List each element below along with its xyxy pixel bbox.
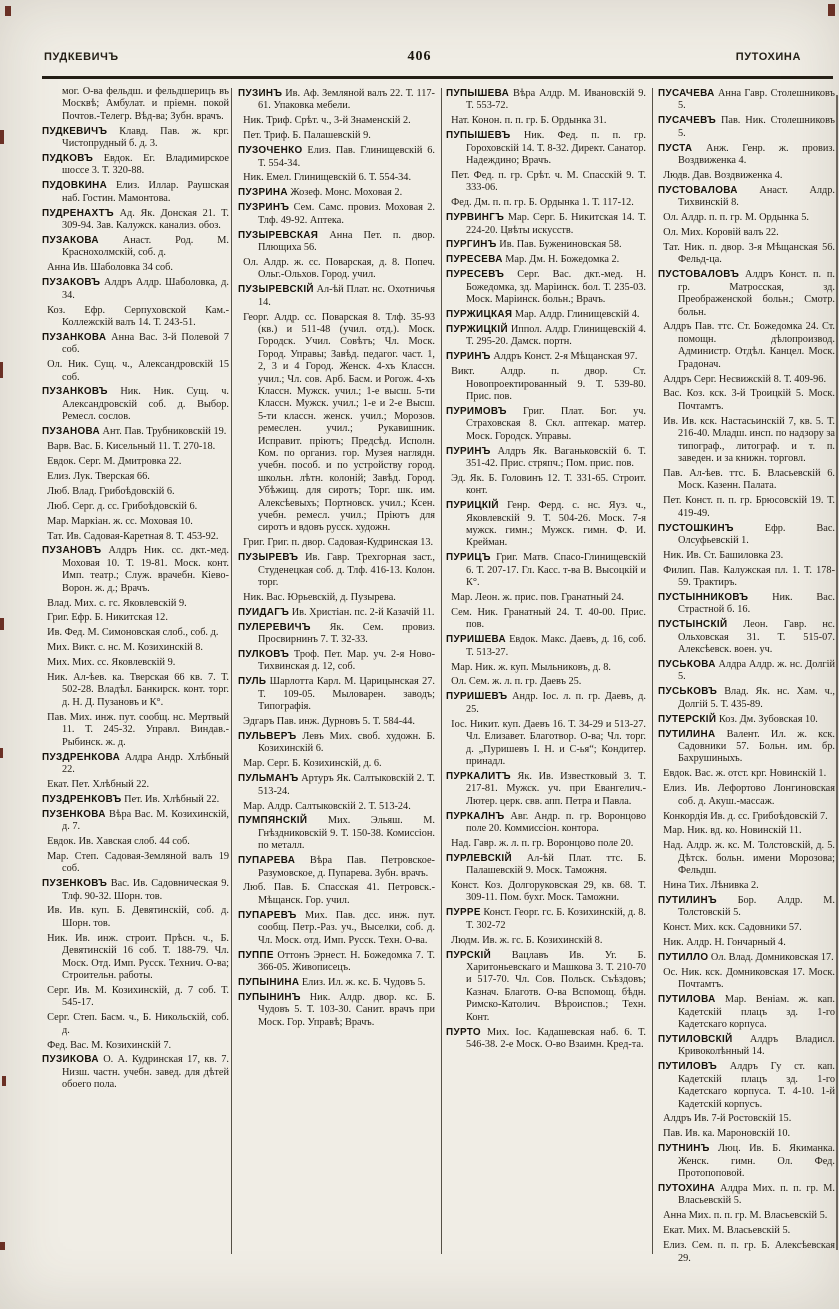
surname-headword: ПУПАРЕВА — [238, 855, 296, 867]
directory-entry: ПУТИЛИНЪ Бор. Алдр. М. Толстовскій 5. — [658, 894, 835, 919]
surname-headword: ПУЛКОВЪ — [238, 649, 290, 661]
directory-subentry: Влад. Мих. с. гс. Яковлевскій 9. — [42, 597, 187, 609]
surname-headword: ПУЗЫРЕВЪ — [238, 552, 299, 564]
surname-headword: ПУТОХИНА — [658, 1183, 716, 1194]
surname-headword: ПУЗАНОВА — [42, 426, 100, 438]
surname-headword: ПУЛЕРЕВИЧЪ — [238, 621, 311, 633]
scan-artifact — [0, 1242, 5, 1250]
directory-subentry: Коз. Ефр. Серпуховской Кам.-Коллежскій валъ 14. Т. 243-51. — [42, 304, 229, 328]
directory-subentry: Алдръ Пав. ттс. Ст. Божедомка 24. Ст. помощн. дѣлопроизвод. Администр. Отдѣл. Канцел. Моск. Градонач. — [658, 321, 835, 370]
surname-headword: ПУТИЛОВА — [658, 994, 716, 1006]
surname-headword: ПУЗАКОВЪ — [42, 277, 101, 289]
directory-entry: ПУЛЬ Шарлотта Карл. М. Царицынская 27. Т. 109-05. Мыловарен. заводъ; Типографія. — [238, 676, 435, 713]
directory-subentry: Нина Тих. Лѣнивка 2. — [658, 880, 759, 892]
directory-entry: ПУЗРИНЪ Сем. Самс. провиз. Моховая 2. Тлф. 49-92. Аптека. — [238, 202, 435, 226]
directory-entry: ПУРРЕ Конст. Георг. гс. Б. Козихинскій, д. 8. Т. 302-72 — [446, 907, 646, 931]
directory-entry: ПУЗАНКОВЪ Ник. Ник. Сущ. ч. Александровскій соб. д. Выбор. Ремесл. сослов. — [42, 386, 229, 423]
surname-headword: ПУТИЛОВСКІЙ — [658, 1034, 733, 1046]
directory-subentry: Елиз. Сем. п. п. гр. Б. Алексѣевская 29. — [658, 1240, 835, 1264]
surname-headword: ПУРИНЪ — [446, 351, 491, 363]
directory-subentry: Варв. Вас. Б. Кисельный 11. Т. 270-18. — [42, 441, 216, 453]
directory-subentry: Ол. Ник. Сущ. ч., Александровскій 15 соб. — [42, 359, 229, 383]
scan-artifact — [0, 748, 3, 758]
column-divider — [231, 88, 232, 1254]
directory-entry: ПУСТА Анж. Генр. ж. провиз. Воздвиженка 4. — [658, 142, 835, 167]
directory-entry: ПУТОХИНА Алдра Мих. п. п. гр. М. Власьевскій 5. — [658, 1183, 835, 1207]
surname-headword: ПУЛЬ — [238, 676, 267, 688]
directory-entry: ПУЗДРЕНКОВА Алдра Андр. Хлѣбный 22. — [42, 751, 229, 775]
directory-subentry: Алдръ Серг. Несвижскій 8. Т. 409-96. — [658, 373, 827, 385]
directory-subentry: Серг. Степ. Басм. ч., Б. Никольскій, соб. д. — [42, 1012, 229, 1036]
directory-subentry: Ник. Алдр. Н. Гончарный 4. — [658, 937, 786, 949]
directory-subentry: Ив. Фед. М. Симоновская слоб., соб. д. — [42, 627, 219, 639]
directory-entry: ПУИДАГЪ Ив. Христіан. пс. 2-й Казачій 11. — [238, 606, 435, 618]
surname-headword: ПУСТОВАЛОВЪ — [658, 269, 740, 281]
directory-subentry: Екат. Мих. М. Власьевскій 5. — [658, 1225, 791, 1237]
directory-entry: ПУРКАЛИТЪ Як. Ив. Известковый 3. Т. 217-81. Мужск. уч. при Евангелич.-Лютер. церк. свв. апп. Петра и Павла. — [446, 770, 646, 807]
surname-headword: ПУСТЫННИКОВЪ — [658, 592, 749, 604]
scan-artifact — [0, 130, 4, 144]
surname-headword: ПУРИШЕВА — [446, 634, 507, 646]
directory-entry: ПУТИЛОВЪ Алдръ Гу ст. кап. Кадетскій плацъ зд. 1-го Кадетскаго корпуса. Т. 4-10. 1-й Кадетскій корпусъ. — [658, 1061, 835, 1110]
surname-headword: ПУТИЛИНЪ — [658, 894, 717, 906]
directory-entry: ПУСТОШКИНЪ Ефр. Вас. Олсуфьевскій 1. — [658, 522, 835, 546]
column-divider — [441, 88, 442, 1254]
column-2 — [238, 86, 435, 1266]
directory-entry: ПУСТЫНСКІЙ Леон. Гавр. нс. Ольховская 31. Т. 515-07. Алексѣевск. воен. уч. — [658, 619, 835, 656]
directory-entry: ПУЗДРЕНКОВЪ Пет. Ив. Хлѣбный 22. — [42, 793, 220, 805]
directory-entry: ПУДКОВЪ Евдок. Ег. Владимирское шоссе 3. Т. 320-88. — [42, 153, 229, 177]
directory-subentry: Іос. Никит. куп. Даевъ 16. Т. 34-29 и 513-27. Чл. Елизавет. Благотвор. О-ва; Чл. торг. д. „Пуришевъ І. Н. и С-ья“; Кондитер. принадл. — [446, 718, 646, 767]
directory-entry: ПУЗЕНКОВА Вѣра Вас. М. Козихинскій, д. 7. — [42, 808, 229, 833]
directory-entry: ПУРТО Мих. Іос. Кадашевская наб. 6. Т. 546-38. 2-е Моск. О-во Взаимн. Кред-та. — [446, 1026, 646, 1050]
surname-headword: ПУРЛЕВСКІЙ — [446, 852, 512, 864]
directory-entry: ПУЛЕРЕВИЧЪ Як. Сем. провиз. Просвирнинъ 7. Т. 32-33. — [238, 621, 435, 646]
directory-entry: ПУРИШЕВЪ Андр. Іос. л. п. гр. Даевъ, д. 25. — [446, 691, 646, 715]
directory-entry: ПУЛЬМАНЪ Артуръ Як. Салтыковскій 2. Т. 513-24. — [238, 773, 435, 797]
directory-entry: ПУЗАКОВЪ Алдръ Алдр. Шаболовка, д. 34. — [42, 277, 229, 301]
directory-entry: ПУРКАЛНЪ Авг. Андр. п. гр. Воронцово поле 20. Коммиссіон. контора. — [446, 810, 646, 834]
scan-edge-line — [836, 95, 838, 1250]
directory-entry: ПУРИНЪ Алдръ Конст. 2-я Мѣщанская 97. — [446, 351, 638, 363]
directory-entry: ПУСЬКОВЪ Влад. Як. нс. Хам. ч., Долгій 5. Т. 435-89. — [658, 686, 835, 710]
surname-headword: ПУРИШЕВЪ — [446, 691, 508, 703]
scan-artifact — [2, 1076, 6, 1086]
directory-subentry: Пав. Мих. инж. пут. сообщ. нс. Мертвый 11. Т. 245-32. Управл. Виндав.-Рыбинск. ж. д. — [42, 711, 229, 748]
directory-subentry: мог. О-ва фельдш. и фельдшерицъ въ Москвѣ; Амбулат. и пріемн. покой Почтов.-Телегр. Вѣд-ва; Зубн. врачъ. — [62, 86, 229, 122]
surname-headword: ПУЗАНОВЪ — [42, 545, 102, 557]
directory-entry: ПУПАРЕВЪ Мих. Пав. дсс. инж. пут. сообщ. Петр.-Раз. уч., Выселки, соб. д. Чл. Моск. отд. Имп. Русск. Техн. О-ва. — [238, 909, 435, 946]
directory-subentry: Мар. Ник. вд. ко. Новинскій 11. — [658, 825, 802, 837]
surname-headword: ПУРКАЛИТЪ — [446, 770, 511, 782]
surname-headword: ПУРЕСЕВЪ — [446, 269, 505, 281]
directory-entry: ПУСЬКОВА Алдра Алдр. ж. нс. Долгій 5. — [658, 659, 835, 683]
directory-subentry: Эд. Як. Б. Головинъ 12. Т. 331-65. Строит. конт. — [446, 472, 646, 497]
surname-headword: ПУЗОЧЕНКО — [238, 145, 303, 157]
directory-entry: ПУЗОЧЕНКО Елиз. Пав. Глинищевскій 6. Т. 554-34. — [238, 145, 435, 169]
directory-entry: ПУСТОВАЛОВА Анаст. Алдр. Тихвинскій 8. — [658, 184, 835, 209]
running-head-right: ПУТОХИНА — [735, 51, 801, 63]
directory-subentry: Елиз. Лук. Тверская 66. — [42, 470, 150, 482]
directory-entry: ПУПЫНИНА Елиз. Ил. ж. кс. Б. Чудовъ 5. — [238, 976, 426, 988]
header-rule — [42, 76, 833, 79]
directory-subentry: Сем. Ник. Гранатный 24. Т. 40-00. Прис. пов. — [446, 606, 646, 631]
surname-headword: ПУРИЦЪ — [446, 552, 491, 564]
surname-headword: ПУЗЫРЕВСКІЙ — [238, 284, 314, 296]
directory-subentry: Мих. Мих. сс. Яковлевскій 9. — [42, 657, 176, 669]
directory-entry: ПУЛЬВЕРЪ Левъ Мих. своб. художн. Б. Козихинскій 6. — [238, 731, 435, 755]
surname-headword: ПУРИМОВЪ — [446, 405, 507, 417]
surname-headword: ПУЗРИНА — [238, 187, 288, 199]
directory-subentry: Люб. Влад. Грибоѣдовскій 6. — [42, 485, 175, 497]
surname-headword: ПУСАЧЕВЪ — [658, 115, 717, 127]
directory-entry: ПУТИЛОВА Мар. Веніам. ж. кап. Кадетскій плацъ зд. 1-го Кадетскаго корпуса. — [658, 994, 835, 1031]
directory-subentry: Григ. Ефр. Б. Никитская 12. — [42, 612, 168, 624]
surname-headword: ПУСТОВАЛОВА — [658, 184, 738, 196]
directory-entry: ПУРИЦКІЙ Генр. Ферд. с. нс. Яуз. ч., Яковлевскій 9. Т. 504-26. Моск. 7-я мужск. гимн.; Мужск. гимн. Ф. И. Крейман. — [446, 500, 646, 549]
directory-entry: ПУЗАНКОВА Анна Вас. 3-й Полевой 7 соб. — [42, 331, 229, 356]
directory-subentry: Ник. Ал-ѣев. ка. Тверская 66 кв. 7. Т. 502-28. Владѣл. Банкирск. конт. торг. д. Н. Д. Пузановъ и К°. — [42, 672, 229, 708]
surname-headword: ПУЗАНКОВА — [42, 331, 107, 343]
directory-entry: ПУЗАКОВА Анаст. Род. М. Краснохолмскій, соб. д. — [42, 234, 229, 259]
directory-subentry: Над. Гавр. ж. л. п. гр. Воронцово поле 20. — [446, 837, 634, 849]
directory-subentry: Ол. Мих. Коровій валъ 22. — [658, 227, 779, 239]
surname-headword: ПУЗЕНКОВА — [42, 808, 106, 820]
surname-headword: ПУРИНЪ — [446, 445, 491, 457]
directory-subentry: Над. Алдр. ж. кс. М. Толстовскій, д. 5. Дѣтск. больн. имени Морозова; Фельдш. — [658, 840, 835, 877]
surname-headword: ПУРСКІЙ — [446, 949, 492, 961]
directory-subentry: Ол. Алдр. ж. сс. Поварская, д. 8. Попеч. Ольг.-Ольхов. Город. учил. — [238, 256, 435, 281]
scan-artifact — [0, 362, 3, 378]
directory-subentry: Анна Мих. п. п. гр. М. Власьевскій 5. — [658, 1210, 828, 1222]
directory-subentry: Серг. Ив. М. Козихинскій, д. 7 соб. Т. 545-17. — [42, 984, 229, 1009]
directory-subentry: Мар. Маркіан. ж. сс. Моховая 10. — [42, 515, 193, 527]
surname-headword: ПУДКЕВИЧЪ — [42, 125, 108, 137]
directory-subentry: Екат. Пет. Хлѣбный 22. — [42, 778, 150, 790]
directory-subentry: Григ. Григ. п. двор. Садовая-Кудринская 13. — [238, 537, 434, 549]
surname-headword: ПУЗЕНКОВЪ — [42, 878, 108, 890]
surname-headword: ПУРИЦКІЙ — [446, 500, 499, 512]
surname-headword: ПУТИЛОВЪ — [658, 1061, 718, 1073]
surname-headword: ПУПЫНИНА — [238, 976, 300, 988]
directory-entry: ПУСАЧЕВЪ Пав. Ник. Столешниковъ 5. — [658, 115, 835, 139]
directory-entry: ПУРСКІЙ Вацлавъ Ив. Уг. Б. Харитоньевскаго и Машкова 3. Т. 210-70 и 517-70. Чл. Сов. Польск. Съѣздовъ; Казнач. Благотв. О-ва Вспомощ. бѣдн. Римско-Католич. Вѣроиспов.; Техн. Конт. — [446, 949, 646, 1023]
directory-subentry: Ив. Ив. кск. Настасьинскій 7, кв. 5. Т. 216-40. Младш. инсп. по надзору за типограф., литограф. и т. п. заведен. и за книжн. торговл. — [658, 415, 835, 464]
directory-subentry: Евдок. Серг. М. Дмитровка 22. — [42, 455, 182, 467]
directory-entry: ПУРЖИЦКАЯ Мар. Алдр. Глинищевскій 4. — [446, 309, 640, 320]
directory-subentry: Людм. Ив. ж. гс. Б. Козихинскій 8. — [446, 934, 603, 946]
directory-subentry: Викт. Алдр. п. двор. Ст. Новопроектированный 9. Т. 539-80. Прис. пов. — [446, 366, 646, 402]
directory-subentry: Георг. Алдр. сс. Поварская 8. Тлф. 35-93 (кв.) и 511-48 (учил. отд.). Моск. Городск. Учил. Совѣтъ; Чл. Моск. Город. Управы; Завѣд. педагог. част. 1, 2, 3 и 4 Город. Женск. 4-хъ Классн. учил.; Чл. сов. Арб. Басм. и Рогож. 4-хъ Классн. Мужск. учил.; 1-е высш. 5-ти Классн. Мужск. учил.; 1-е и 2-е Высш. 5-ти классн. женск. учил.; Морозов. ремеслен. учил.; Рукавишник. Исправит. пріютъ; Предсѣд. Исполн. Ком. по организ. гор. Музея наглядн. учебн. пособ. и по устройству город. школьн. лѣтн. колоній; Завѣд. Город. Убѣжищ. для сиротъ; Торг. шк. им. Алексѣевыхъ; Портновск. учил.; Ксен. учебн. ремесл. учил.; Пріютъ для сиротъ и вдовъ русск. художн. — [238, 311, 435, 534]
surname-headword: ПУМПЯНСКІЙ — [238, 815, 308, 827]
directory-subentry: Конкордія Ив. д. сс. Грибоѣдовскій 7. — [658, 810, 828, 822]
directory-subentry: Алдръ Ив. 7-й Ростовскій 15. — [658, 1113, 792, 1125]
surname-headword: ПУСТЫНСКІЙ — [658, 619, 728, 631]
directory-subentry: Пав. Ал-ѣев. ттс. Б. Власьевскій 6. Моск. Казенн. Палата. — [658, 467, 835, 492]
directory-entry: ПУЗЫРЕВЪ Ив. Гавр. Трехгорная заст., Студенецкая соб. д. Тлф. 416-13. Колон. торг. — [238, 552, 435, 589]
directory-subentry: Люб. Серг. д. сс. Грибоѣдовскій 6. — [42, 500, 198, 512]
surname-headword: ПУРЖИЦКІЙ — [446, 323, 508, 335]
directory-entry: ПУРИНЪ Алдръ Як. Ваганьковскій 6. Т. 351-42. Прис. стряпч.; Пом. прис. пов. — [446, 445, 646, 469]
directory-subentry: Филип. Пав. Калужская пл. 1. Т. 178-59. Трактиръ. — [658, 564, 835, 589]
surname-headword: ПУРКАЛНЪ — [446, 810, 505, 822]
directory-entry: ПУТИЛЛО Ол. Влад. Домниковская 17. — [658, 952, 834, 964]
directory-subentry: Ол. Сем. ж. л. п. гр. Даевъ 25. — [446, 676, 582, 688]
directory-subentry: Пет. Конст. п. п. гр. Брюсовскій 19. Т. 419-49. — [658, 495, 835, 519]
surname-headword: ПУДОВКИНА — [42, 180, 108, 192]
surname-headword: ПУСТОШКИНЪ — [658, 522, 734, 534]
surname-headword: ПУДКОВЪ — [42, 153, 94, 165]
directory-entry: ПУДОВКИНА Елиз. Иллар. Раушская наб. Гостин. Мамонтова. — [42, 180, 229, 204]
surname-headword: ПУЗИКОВА — [42, 1054, 99, 1066]
surname-headword: ПУЛЬМАНЪ — [238, 773, 299, 785]
scan-artifact — [828, 4, 835, 16]
directory-entry: ПУПЫНИНЪ Ник. Алдр. двор. кс. Б. Чудовъ 5. Т. 103-30. Санит. врачъ при Моск. Гор. Управѣ; Врачъ. — [238, 991, 435, 1028]
directory-subentry: Ник. Ив. инж. строит. Прѣсн. ч., Б. Девятинскій 16 соб. Т. 188-79. Чл. Моск. Отд. Имп. Русск. Технич. О-ва; Строительн. работы. — [42, 932, 229, 981]
directory-subentry: Пет. Фед. п. гр. Срѣт. ч. М. Спасскій 9. Т. 333-06. — [446, 169, 646, 194]
directory-entry: ПУРИЦЪ Григ. Матв. Спасо-Глинищевскій 6. Т. 207-17. Гл. Касс. т-ва В. Высоцкій и К°. — [446, 552, 646, 589]
surname-headword: ПУРЕСЕВА — [446, 254, 503, 266]
directory-subentry: Мих. Викт. с. нс. М. Козихинскій 8. — [42, 642, 203, 654]
directory-subentry: Люб. Пав. Б. Спасская 41. Петровск.-Мѣщанск. Гор. учил. — [238, 882, 435, 906]
surname-headword: ПУЗАКОВА — [42, 234, 99, 246]
surname-headword: ПУТЕРСКІЙ — [658, 713, 717, 725]
directory-subentry: Тат. Ник. п. двор. 3-я Мѣщанская 56. Фельд-ца. — [658, 241, 835, 266]
directory-entry: ПУПЫШЕВЪ Ник. Фед. п. п. гр. Гороховскій 14. Т. 8-32. Директ. Санатор. Надеждино; Врачъ. — [446, 130, 646, 167]
surname-headword: ПУЗЫРЕВСКАЯ — [238, 229, 319, 241]
directory-entry: ПУЗРИНА Жозеф. Монс. Моховая 2. — [238, 187, 403, 199]
directory-entry: ПУРВИНГЪ Мар. Серг. Б. Никитская 14. Т. 224-20. Цвѣты искусств. — [446, 212, 646, 236]
directory-subentry: Анна Ив. Шаболовка 34 соб. — [42, 262, 173, 274]
surname-headword: ПУРТО — [446, 1026, 481, 1038]
directory-entry: ПУЗЫРЕВСКІЙ Ал-ѣй Плат. нс. Охотничья 14. — [238, 284, 435, 308]
directory-subentry: Пав. Ив. ка. Мароновскій 10. — [658, 1128, 791, 1140]
surname-headword: ПУРРЕ — [446, 907, 481, 919]
surname-headword: ПУПЫШЕВЪ — [446, 130, 511, 142]
directory-entry: ПУСАЧЕВА Анна Гавр. Столешниковъ 5. — [658, 88, 835, 112]
directory-entry: ПУППЕ Оттонъ Эрнест. Н. Божедомка 7. Т. 366-05. Живописецъ. — [238, 949, 435, 973]
directory-subentry: Мар. Алдр. Салтыковскій 2. Т. 513-24. — [238, 800, 411, 812]
surname-headword: ПУТИЛЛО — [658, 952, 709, 964]
directory-subentry: Людв. Дав. Воздвиженка 4. — [658, 169, 783, 181]
directory-entry: ПУТИЛИНА Валент. Ил. ж. кск. Садовники 57. Больн. им. бр. Бахрушиныхъ. — [658, 728, 835, 765]
directory-subentry: Вас. Коз. кск. 3-й Троицкій 5. Моск. Почтамтъ. — [658, 388, 835, 412]
directory-entry: ПУЗИКОВА О. А. Кудринская 17, кв. 7. Низш. частн. учебн. завед. для дѣтей обоего пола. — [42, 1054, 229, 1091]
directory-subentry: Конст. Мих. кск. Садовники 57. — [658, 922, 802, 934]
directory-subentry: Ос. Ник. кск. Домниковская 17. Моск. Почтамтъ. — [658, 967, 835, 991]
directory-subentry: Мар. Степ. Садовая-Земляной валъ 19 соб. — [42, 850, 229, 875]
directory-subentry: Елиз. Ив. Лефортово Лонгиновская соб. д. Акуш.-массаж. — [658, 783, 835, 807]
column-4 — [658, 86, 835, 1266]
surname-headword: ПУЗИНЪ — [238, 88, 283, 99]
directory-entry: ПУРЕСЕВЪ Серг. Вас. дкт.-мед. Н. Божедомка, зд. Маріинск. бол. Т. 235-03. Моск. Маріинск. больн.; Врачъ. — [446, 269, 646, 306]
surname-headword: ПУЗДРЕНКОВЪ — [42, 793, 122, 805]
surname-headword: ПУСЬКОВЪ — [658, 686, 718, 698]
directory-subentry: Пет. Триф. Б. Палашевскій 9. — [238, 130, 371, 142]
directory-entry: ПУРЖИЦКІЙ Иппол. Алдр. Глинищевскій 4. Т. 295-20. Дамск. портн. — [446, 323, 646, 348]
directory-subentry: Ник. Ив. Ст. Башиловка 23. — [658, 549, 784, 561]
scan-artifact — [0, 618, 4, 630]
surname-headword: ПУПЫНИНЪ — [238, 991, 301, 1003]
surname-headword: ПУТИЛИНА — [658, 728, 716, 740]
directory-entry: ПУСТЫННИКОВЪ Ник. Вас. Страстной б. 16. — [658, 592, 835, 616]
scan-artifact — [5, 6, 11, 16]
surname-headword: ПУПАРЕВЪ — [238, 909, 297, 921]
surname-headword: ПУРЖИЦКАЯ — [446, 309, 513, 320]
directory-entry: ПУЗИНЪ Ив. Аф. Земляной валъ 22. Т. 117-61. Упаковка мебели. — [238, 88, 435, 112]
column-3 — [446, 86, 646, 1266]
surname-headword: ПУИДАГЪ — [238, 606, 290, 618]
directory-subentry: Эдгаръ Пав. инж. Дурновъ 5. Т. 584-44. — [238, 716, 416, 728]
running-head-left: ПУДКЕВИЧЪ — [44, 51, 119, 63]
surname-headword: ПУСАЧЕВА — [658, 88, 715, 99]
surname-headword: ПУЗДРЕНКОВА — [42, 751, 121, 763]
directory-entry: ПУРИШЕВА Евдок. Макс. Даевъ, д. 16, соб. Т. 513-27. — [446, 634, 646, 658]
column-divider — [652, 88, 653, 1254]
directory-subentry: Мар. Ник. ж. куп. Мыльниковъ, д. 8. — [446, 661, 611, 673]
surname-headword: ПУЗРИНЪ — [238, 202, 290, 214]
directory-subentry: Нат. Конон. п. п. гр. Б. Ордынка 31. — [446, 115, 607, 127]
directory-subentry: Евдок. Вас. ж. отст. крг. Новинскій 1. — [658, 768, 827, 780]
directory-entry: ПУРИМОВЪ Григ. Плат. Бог. уч. Страховская 8. Скл. аптекар. матер. Моск. Городск. Управы. — [446, 405, 646, 442]
directory-entry: ПУТЕРСКІЙ Коз. Дм. Зубовская 10. — [658, 713, 818, 725]
directory-entry: ПУПАРЕВА Вѣра Пав. Петровское-Разумовское, д. Пупарева. Зубн. врачъ. — [238, 855, 435, 879]
directory-subentry: Ник. Триф. Срѣт. ч., 3-й Знаменскій 2. — [238, 115, 411, 127]
directory-subentry: Фед. Дм. п. п. гр. Б. Ордынка 1. Т. 117-12. — [446, 197, 634, 209]
directory-entry: ПУРЛЕВСКІЙ Ал-ѣй Плат. ттс. Б. Палашевскій 9. Моск. Таможня. — [446, 852, 646, 877]
directory-entry: ПУЗЫРЕВСКАЯ Анна Пет. п. двор. Плющиха 56. — [238, 229, 435, 253]
directory-subentry: Фед. Вас. М. Козихинскій 7. — [42, 1039, 172, 1051]
surname-headword: ПУЗАНКОВЪ — [42, 386, 108, 398]
directory-subentry: Конст. Коз. Долгоруковская 29, кв. 68. Т. 309-11. Пом. бухг. Моск. Таможни. — [446, 880, 646, 904]
directory-subentry: Ник. Вас. Юрьевскій, д. Пузырева. — [238, 591, 396, 603]
directory-entry: ПУМПЯНСКІЙ Мих. Эльяш. М. Гнѣздниковскій 9. Т. 150-38. Комиссіон. по металл. — [238, 815, 435, 852]
directory-entry: ПУТНИНЪ Люц. Ив. Б. Якиманка. Женск. гимн. Ол. Фед. Протопоповой. — [658, 1143, 835, 1180]
directory-entry: ПУЗАНОВА Ант. Пав. Трубниковскій 19. — [42, 426, 227, 438]
surname-headword: ПУРГИНЪ — [446, 239, 497, 251]
surname-headword: ПУЛЬВЕРЪ — [238, 731, 297, 742]
surname-headword: ПУППЕ — [238, 949, 274, 961]
directory-subentry: Мар. Серг. Б. Козихинскій, д. 6. — [238, 758, 382, 770]
surname-headword: ПУСЬКОВА — [658, 659, 716, 671]
directory-entry: ПУРГИНЪ Ив. Пав. Бужениновская 58. — [446, 239, 622, 251]
surname-headword: ПУДРЕНАХТЪ — [42, 207, 114, 219]
directory-entry: ПУЗЕНКОВЪ Вас. Ив. Садовническая 9. Тлф. 90-32. Шорн. тов. — [42, 878, 229, 902]
directory-subentry: Ол. Алдр. п. п. гр. М. Ордынка 5. — [658, 212, 809, 224]
directory-subentry: Ив. Ив. куп. Б. Девятинскій, соб. д. Шорн. тов. — [42, 905, 229, 929]
directory-subentry: Евдок. Ив. Хавская слоб. 44 соб. — [42, 835, 190, 847]
surname-headword: ПУТНИНЪ — [658, 1143, 710, 1155]
directory-subentry: Мар. Леон. ж. прис. пов. Гранатный 24. — [446, 592, 625, 604]
surname-headword: ПУСТА — [658, 142, 693, 154]
directory-entry: ПУЛКОВЪ Троф. Пет. Мар. уч. 2-я Ново-Тихвинская д. 12, соб. — [238, 649, 435, 673]
directory-subentry: Ник. Емел. Глинищевскій 6. Т. 554-34. — [238, 172, 412, 184]
directory-entry: ПУДРЕНАХТЪ Ад. Як. Донская 21. Т. 309-94. Зав. Калужск. канализ. обоз. — [42, 207, 229, 232]
directory-entry: ПУРЕСЕВА Мар. Дм. Н. Божедомка 2. — [446, 254, 620, 266]
surname-headword: ПУПЫШЕВА — [446, 88, 510, 99]
directory-entry: ПУСТОВАЛОВЪ Алдръ Конст. п. п. гр. Матросская, зд. Преображенской больн.; Смотр. больн. — [658, 269, 835, 318]
directory-entry: ПУЗАНОВЪ Алдръ Ник. сс. дкт.-мед. Моховая 10. Т. 19-81. Моск. конт. Имп. театр.; Служ. врачебн. Кіево-Ворон. ж. д.; Врачъ. — [42, 545, 229, 594]
directory-subentry: Тат. Ив. Садовая-Каретная 8. Т. 453-92. — [42, 530, 219, 542]
column-1 — [42, 86, 229, 1266]
directory-entry: ПУТИЛОВСКІЙ Алдръ Владисл. Кривоколѣнный 14. — [658, 1034, 835, 1058]
directory-entry: ПУДКЕВИЧЪ Клавд. Пав. ж. крг. Чистопрудный б. д. 3. — [42, 125, 229, 150]
surname-headword: ПУРВИНГЪ — [446, 212, 505, 224]
page-number: 406 — [407, 49, 432, 64]
directory-entry: ПУПЫШЕВА Вѣра Алдр. М. Ивановскій 9. Т. 553-72. — [446, 88, 646, 112]
